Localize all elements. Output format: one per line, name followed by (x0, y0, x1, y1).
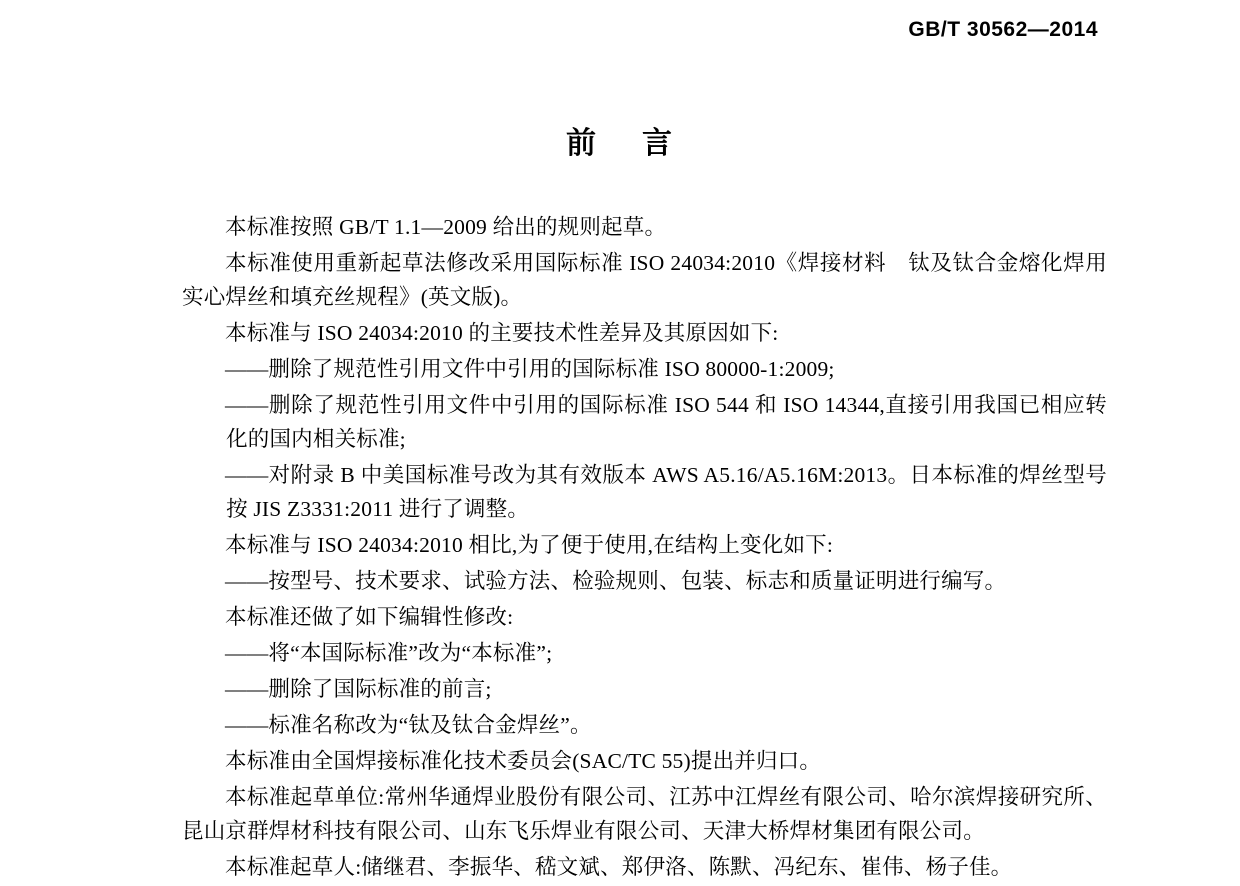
paragraph: 本标准由全国焊接标准化技术委员会(SAC/TC 55)提出并归口。 (225, 749, 822, 773)
foreword-body (182, 210, 1107, 886)
paragraph: 本标准起草人:储继君、李振华、嵇文斌、郑伊洛、陈默、冯纪东、崔伟、杨子佳。 (225, 855, 1013, 879)
paragraph: 本标准起草单位:常州华通焊业股份有限公司、江苏中江焊丝有限公司、哈尔滨焊接研究所、昆山京群焊材科技有限公司、山东飞乐焊业有限公司、天津大桥焊材集团有限公司。 (182, 785, 1107, 843)
paragraph: 本标准还做了如下编辑性修改: (225, 605, 514, 629)
paragraph: 本标准与 ISO 24034:2010 相比,为了便于使用,在结构上变化如下: (225, 533, 834, 557)
page-header-standard-number: GB/T 30562—2014 (908, 18, 1098, 41)
page-title-char-1: 前 (566, 126, 598, 161)
page-title-char-2: 言 (642, 126, 674, 161)
list-item: ——将“本国际标准”改为“本标准”; (225, 641, 553, 665)
list-item: ——对附录 B 中美国标准号改为其有效版本 AWS A5.16/A5.16M:2013。日本标准的焊丝型号按 JIS Z3331:2011 进行了调整。 (225, 463, 1107, 521)
list-item: ——按型号、技术要求、试验方法、检验规则、包装、标志和质量证明进行编写。 (225, 569, 1007, 593)
list-item: ——删除了规范性引用文件中引用的国际标准 ISO 544 和 ISO 14344,直接引用我国已相应转化的国内相关标准; (225, 393, 1107, 451)
paragraph: 本标准与 ISO 24034:2010 的主要技术性差异及其原因如下: (225, 321, 779, 345)
paragraph: 本标准按照 GB/T 1.1—2009 给出的规则起草。 (225, 215, 667, 239)
paragraph: 本标准使用重新起草法修改采用国际标准 ISO 24034:2010《焊接材料 钛及钛合金熔化焊用实心焊丝和填充丝规程》(英文版)。 (182, 251, 1107, 309)
page-title (0, 118, 1240, 162)
list-item: ——删除了国际标准的前言; (225, 677, 492, 701)
list-item: ——标准名称改为“钛及钛合金焊丝”。 (225, 713, 592, 737)
list-item: ——删除了规范性引用文件中引用的国际标准 ISO 80000-1:2009; (225, 357, 835, 381)
